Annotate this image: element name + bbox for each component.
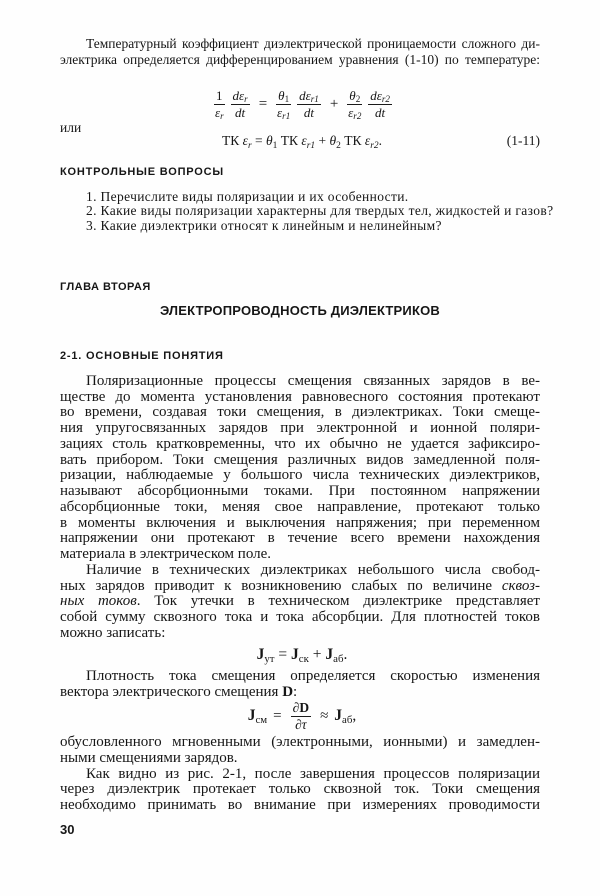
tk-label: ТК [222,133,240,148]
paragraph-displacement-current [60,669,540,700]
text-line [60,579,540,595]
subscript: ск [298,653,309,666]
formula-period: . [343,646,348,663]
chapter-title: ЭЛЕКТРОПРОВОДНОСТЬ ДИЭЛЕКТРИКОВ [159,303,441,318]
subscript: r2 [370,141,379,152]
differential-t: dt [303,104,315,120]
review-questions-title: КОНТРОЛЬНЫЕ ВОПРОСЫ [60,166,224,178]
fraction-numerator [368,89,392,105]
text-line: абсорбционные токи, меняя свое направление, протекают только [60,498,540,515]
epsilon-symbol: ε [277,104,283,120]
fraction-term-3 [276,89,291,120]
text-line: Наличие в технических диэлектриках небольшого числа свобод- [86,561,540,578]
current-density-term [248,707,267,725]
fraction-denominator [276,105,291,120]
text-line: Температурный коэффициент диэлектрической проницаемости сложного ди- [86,36,540,51]
subscript: r1 [282,111,291,122]
epsilon-symbol: ε [242,133,248,148]
tk-label: ТК [344,133,362,148]
text-segment: . Ток утечки в техническом диэлектрике представляет [136,593,540,610]
current-density-symbol: J [256,646,265,663]
subscript: r [220,111,224,122]
subscript: аб [333,653,344,666]
fraction-denominator [297,105,321,120]
text-line: Как видно из рис. 2-1, после завершения процессов поляризации [86,765,540,782]
subscript: r2 [381,94,390,105]
approx-sign: ≈ [320,707,329,724]
formula-displacement-current-density [0,700,600,732]
text-line: Поляризационные процессы смещения связанных зарядов в ве- [86,373,540,389]
fraction-denominator [347,105,362,120]
differential-epsilon: dε [232,87,245,103]
list-item: 3. Какие диэлектрики относят к линейным и нелинейным? [86,217,442,233]
fraction-term-5 [347,89,362,120]
subscript: ут [264,653,275,666]
fraction-partial-derivative [291,701,311,732]
text-line: зациях столь кратковременны, что их обычно не удается зафиксиро- [60,435,540,452]
subscript: r2 [353,111,362,122]
list-item: 2. Какие виды поляризации характерны для твердых тел, жидкостей и газов? [86,203,554,218]
fraction-numerator [297,89,321,105]
subscript: r1 [310,94,319,105]
text-segment: ных зарядов приводит к возникновению слабых по величине [60,577,502,594]
fraction-numerator [291,701,311,717]
plus-sign: + [329,95,339,112]
text-line: обусловленного мгновенными (электронными, ионными) и замедлен- [60,734,540,750]
fraction-denominator [291,717,311,732]
fraction-numerator [214,89,225,105]
subscript: 2 [336,141,341,152]
current-density-symbol: J [247,707,256,724]
epsilon-symbol: ε [348,104,354,120]
current-density-symbol: J [325,646,334,663]
text-line [60,594,540,610]
theta-symbol: θ [278,87,285,103]
formula-temperature-coefficient-derivative [0,88,600,120]
vector-symbol: D [299,699,310,715]
current-density-term [334,707,356,725]
partial-symbol: ∂ [295,716,302,732]
partial-symbol: ∂ [292,699,300,715]
formula-leakage-current-density [0,645,600,665]
equals-sign: = [273,707,282,724]
tau-symbol: τ [301,716,307,732]
text-line: собой сумму сквозного тока и тока абсорбции. Для плотностей токов [60,609,540,625]
current-density-symbol: J [334,707,343,724]
text-line: электрика определяется дифференцированием уравнения (1-10) по температуре: [60,51,540,67]
fraction-term-6 [368,89,392,120]
fraction-numerator [347,89,362,105]
fraction-term-1 [214,89,225,120]
chapter-label: ГЛАВА ВТОРАЯ [60,281,151,293]
differential-epsilon: dε [299,87,311,103]
italic-term: сквоз- [501,577,540,594]
fraction-term-4 [297,89,321,120]
text-line: ществе до момента установления равновесного состояния протекают [60,388,540,405]
fraction-numerator [276,89,291,105]
text-line: через диэлектрик протекает только сквозной ток. Токи смещения [60,781,540,798]
equation-number: (1-11) [506,133,540,148]
fraction-denominator [368,105,392,120]
formula-comma: , [352,707,357,724]
numerator-value: 1 [216,87,223,103]
paragraph-polarization-currents [60,374,540,563]
fraction-denominator [231,105,250,120]
connector-word: или [60,120,82,135]
tk-label: ТК [280,133,299,148]
theta-symbol: θ [349,87,356,103]
current-density-symbol: J [291,646,299,663]
epsilon-symbol: ε [214,104,221,120]
text-line: ния упругосвязанных зарядов при электронной и ионной поляри- [60,420,540,437]
plus-sign: + [312,646,322,663]
paragraph-continuation [60,735,540,766]
subscript: 1 [284,94,290,105]
text-line: ризации, наблюдаемые у большого числа технических диэлектриков, [60,467,540,484]
subscript: r [247,141,252,152]
paragraph-leakage-current [60,563,540,642]
subscript: аб [342,714,353,727]
vector-symbol: D [282,683,294,700]
formula-period: . [378,133,382,148]
text-line: Плотность тока смещения определяется скоростью изменения [86,668,540,684]
review-questions-list [86,190,553,234]
plus-sign: + [318,133,327,148]
differential-t: dt [235,104,246,120]
equals-sign: = [278,646,288,663]
text-line: в моменты включения и выключения напряжения; при переменном [60,514,540,531]
fraction-numerator [231,89,250,105]
section-title: 2-1. ОСНОВНЫЕ ПОНЯТИЯ [60,350,224,362]
epsilon-symbol: ε [301,133,307,148]
differential-t: dt [375,104,386,120]
epsilon-symbol: ε [364,133,371,148]
text-line: можно записать: [60,624,166,641]
intro-paragraph [60,36,540,67]
list-item: 1. Перечислите виды поляризации и их особенности. [86,188,409,204]
page-number: 30 [60,822,75,837]
text-line: во времени, создавая токи смещения, в диэлектриках. Токи смеще- [60,404,540,421]
text-line: ными смещениями зарядов. [60,749,238,766]
fraction-denominator [214,105,225,120]
text-line [60,685,540,701]
theta-symbol: θ [329,133,337,148]
text-line: необходимо принимать во внимание при измерениях проводимости [60,796,540,813]
text-segment: : [293,683,298,700]
subscript: r [244,94,248,105]
text-line: вать прибором. Токи смещения различных видов замедленной поля- [60,451,540,468]
text-line: материала в электрическом поле. [60,546,272,563]
text-line: называют абсорбционными токами. При постоянном напряжении [60,483,540,500]
subscript: см [255,714,268,727]
differential-epsilon: dε [370,87,382,103]
theta-symbol: θ [266,133,273,148]
subscript: 2 [355,94,361,105]
subscript: 1 [272,141,278,152]
equals-sign: = [255,133,263,148]
text-segment: вектора электрического смещения [60,683,283,700]
italic-term: ных токов [60,593,137,610]
fraction-term-2 [231,89,250,120]
subscript: r1 [306,141,316,152]
equals-sign: = [258,95,268,112]
text-line: напряжении они протекают в течение всего времени нахождения [60,530,540,547]
paragraph-figure-reference [60,767,540,814]
